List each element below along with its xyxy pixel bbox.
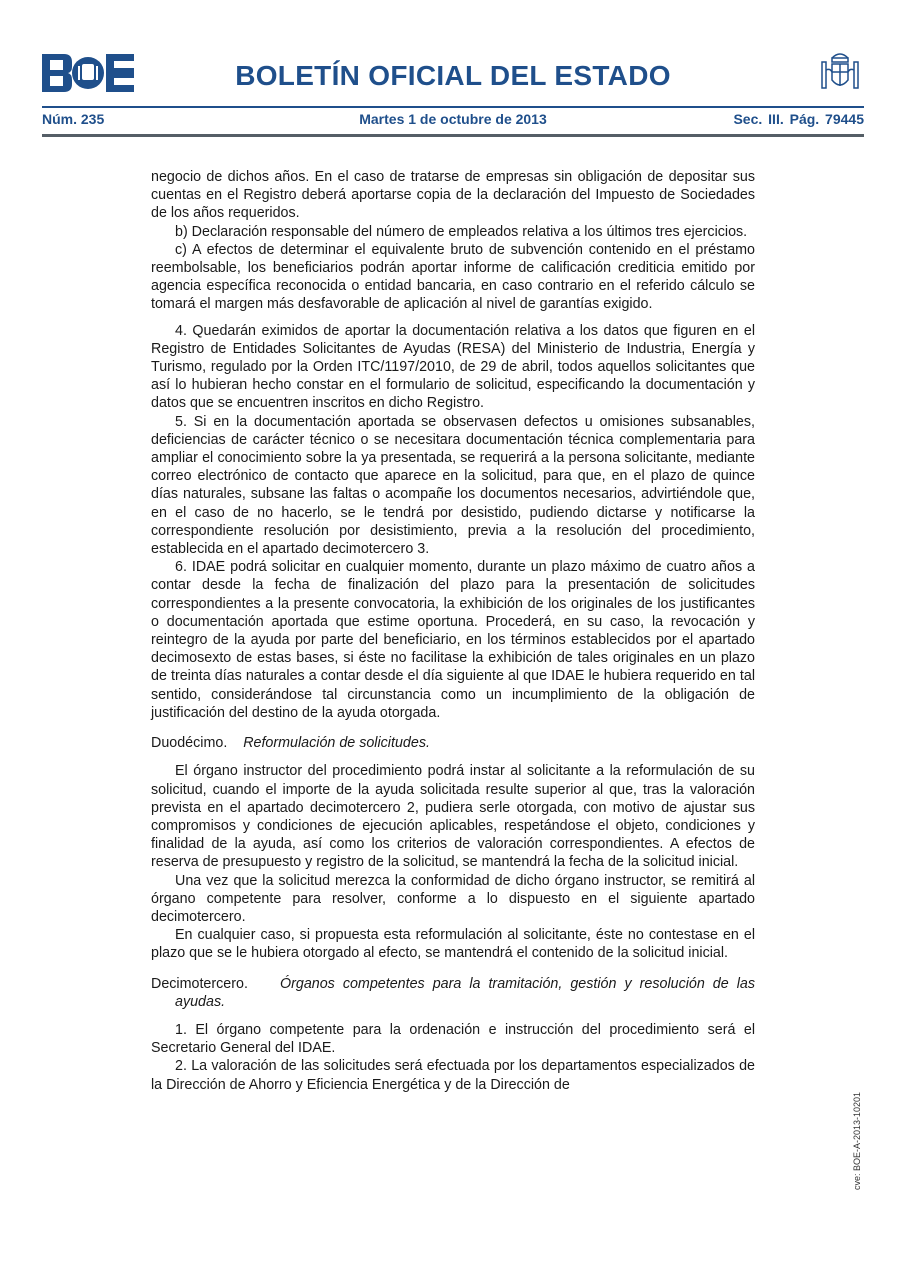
- paragraph-item-6: 6. IDAE podrá solicitar en cualquier momento, durante un plazo máximo de cuatro años a contar desde la fecha de finalización del plazo para la presentación de solicitudes correspondientes a la presente convocatoria, la exhibición de los originales de los justificantes o documentación aportada que estime oportuna. Procederá, en su caso, la revocación y reintegro de la ayuda por parte del beneficiario, en los términos establecidos por el apartado decimosexto de estas bases, si éste no facilitase la exhibición de tales originales en un plazo de treinta días naturales a contar desde el día siguiente al que IDAE le hubiera requerido en tal sentido, considerándose tal circunstancia como un incumplimiento de la obligación de justificación del destino de la ayuda otorgada.: [151, 559, 755, 721]
- paragraph: El órgano instructor del procedimiento podrá instar al solicitante a la reformulación de su solicitud, cuando el importe de la ayuda solicitada resulte superior al que, tras la valoración prevista en el apartado decimotercero 2, pudiera serle otorgada, con motivo de ajustar sus compromisos y condiciones de ejecución aplicables, respetándose el objeto, condiciones y finalidad de la ayuda, así como los criterios de valoración correspondientes. A efectos de reserva de presupuesto y registro de la solicitud, se mantendrá la fecha de la solicitud inicial.: [151, 763, 755, 871]
- coat-of-arms-icon: [816, 48, 864, 96]
- heading-title: Órganos competentes para la tramitación, gestión y resolución de las ayudas.: [175, 975, 755, 1010]
- cve-identifier: cve: BOE-A-2013-10201: [852, 1091, 862, 1190]
- header-divider-top: [42, 106, 864, 108]
- paragraph-item-5: 5. Si en la documentación aportada se observasen defectos u omisiones subsanables, deficiencias de carácter técnico o se necesitara documentación técnica complementaria para ampliar el conocimiento sobre la ya presentada, se requerirá a la persona solicitante, mediante correo electrónico de contacto que aparece en la solicitud, para que, en el plazo de quince días naturales, subsane las faltas o acompañe los documentos necesarios, advirtiéndole que, en el caso de no hacerlo, se le tendrá por desistido, pudiendo dictarse y notificarse la correspondiente resolución por desistimiento, previa a la resolución del procedimiento, establecida en el apartado decimotercero 3.: [151, 413, 755, 558]
- issue-number: Núm. 235: [42, 111, 105, 127]
- issue-date: Martes 1 de octubre de 2013: [359, 111, 547, 127]
- paragraph-item-1: 1. El órgano competente para la ordenación e instrucción del procedimiento será el Secretario General del IDAE.: [151, 1021, 755, 1057]
- page-header: [42, 48, 864, 98]
- header-divider-bottom: [42, 134, 864, 137]
- section-page: Sec. III. Pág. 79445: [733, 111, 864, 127]
- document-body: [151, 168, 755, 1094]
- heading-title: Reformulación de solicitudes.: [243, 735, 430, 752]
- section-heading-decimotercero: [151, 975, 755, 1011]
- paragraph-item-2: 2. La valoración de las solicitudes será efectuada por los departamentos especializados de la Dirección de Ahorro y Eficiencia Energética y de la Dirección de: [151, 1058, 755, 1093]
- paragraph: negocio de dichos años. En el caso de tratarse de empresas sin obligación de depositar sus cuentas en el Registro deberá aportarse copia de la declaración del Impuesto de Sociedades de los años requeridos.: [151, 169, 755, 222]
- paragraph: En cualquier caso, si propuesta esta reformulación al solicitante, éste no contestase en el plazo que se le hubiera otorgado al efecto, se mantendrá el contenido de la solicitud inicial.: [151, 927, 755, 962]
- heading-label: Decimotercero.: [151, 975, 248, 992]
- heading-label: Duodécimo.: [151, 735, 228, 752]
- bulletin-title: BOLETÍN OFICIAL DEL ESTADO: [235, 60, 671, 91]
- section-heading-duodecimo: [151, 734, 755, 752]
- paragraph-item-c: c) A efectos de determinar el equivalente bruto de subvención contenido en el préstamo reembolsable, los beneficiarios podrán aportar informe de calificación crediticia emitido por agencia específica reconocida o entidad bancaria, en caso contrario en el referido cálculo se tomará el margen más desfavorable de aplicación al nivel de garantías exigido.: [151, 241, 755, 313]
- paragraph: Una vez que la solicitud merezca la conformidad de dicho órgano instructor, se remitirá al órgano competente para resolver, conforme a lo dispuesto en el siguiente apartado decimotercero.: [151, 872, 755, 925]
- header-meta: [42, 111, 864, 131]
- paragraph-item-b: b) Declaración responsable del número de empleados relativa a los últimos tres ejercicios.: [175, 223, 748, 240]
- paragraph-item-4: 4. Quedarán eximidos de aportar la documentación relativa a los datos que figuren en el Registro de Entidades Solicitantes de Ayudas (RESA) del Ministerio de Industria, Energía y Turismo, regulado por la Orden ITC/1197/2010, de 29 de abril, todos aquellos solicitantes que así lo hubieran hecho constar en el formulario de solicitud, especificando la documentación y datos que se encuentren inscritos en dicho Registro.: [151, 322, 755, 412]
